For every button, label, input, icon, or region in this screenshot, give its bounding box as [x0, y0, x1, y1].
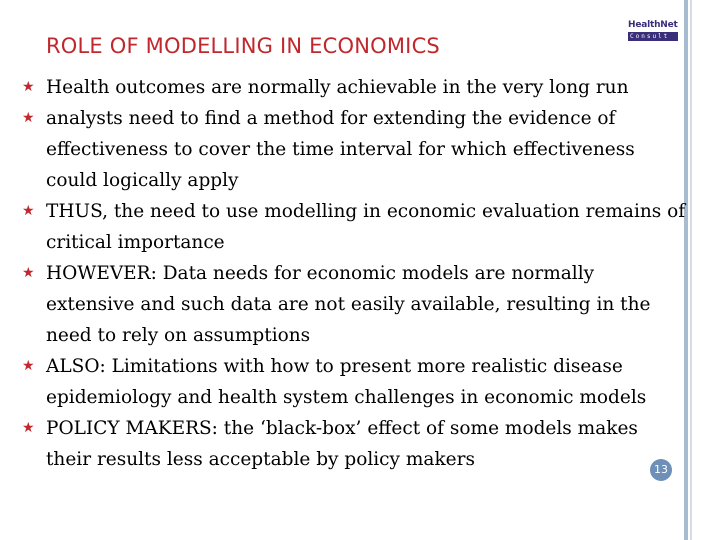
- bullet-item: [18, 72, 686, 103]
- bullet-text: POLICY MAKERS: the ‘black-box’ effect of some models makes their results less acceptable by policy makers: [46, 418, 638, 470]
- slide-title: ROLE OF MODELLING IN ECONOMICS: [46, 34, 440, 58]
- star-icon: ★: [22, 79, 35, 95]
- bullet-text: ALSO: Limitations with how to present more realistic disease epidemiology and health system challenges in economic models: [46, 356, 647, 408]
- page-number-badge: 13: [650, 459, 672, 481]
- star-icon: ★: [22, 110, 35, 126]
- bullet-item: [18, 196, 686, 258]
- bullet-text: THUS, the need to use modelling in economic evaluation remains of critical importance: [46, 201, 686, 253]
- bullet-list: [18, 72, 686, 475]
- logo-text-top: HealthNet: [628, 20, 678, 30]
- bullet-item: [18, 103, 686, 196]
- bullet-text: analysts need to find a method for extending the evidence of effectiveness to cover the time interval for which effectiveness could logically apply: [46, 108, 635, 191]
- star-icon: ★: [22, 265, 35, 281]
- bullet-text: Health outcomes are normally achievable in the very long run: [46, 77, 629, 98]
- bullet-item: [18, 258, 686, 351]
- bullet-item: [18, 351, 686, 413]
- bullet-item: [18, 413, 686, 475]
- star-icon: ★: [22, 203, 35, 219]
- bullet-text: HOWEVER: Data needs for economic models are normally extensive and such data are not easily available, resulting in the need to rely on assumptions: [46, 263, 651, 346]
- healthnet-logo: [628, 20, 678, 44]
- logo-text-bottom: Consult: [628, 32, 678, 41]
- star-icon: ★: [22, 358, 35, 374]
- slide-right-border-inner: [690, 0, 692, 540]
- star-icon: ★: [22, 420, 35, 436]
